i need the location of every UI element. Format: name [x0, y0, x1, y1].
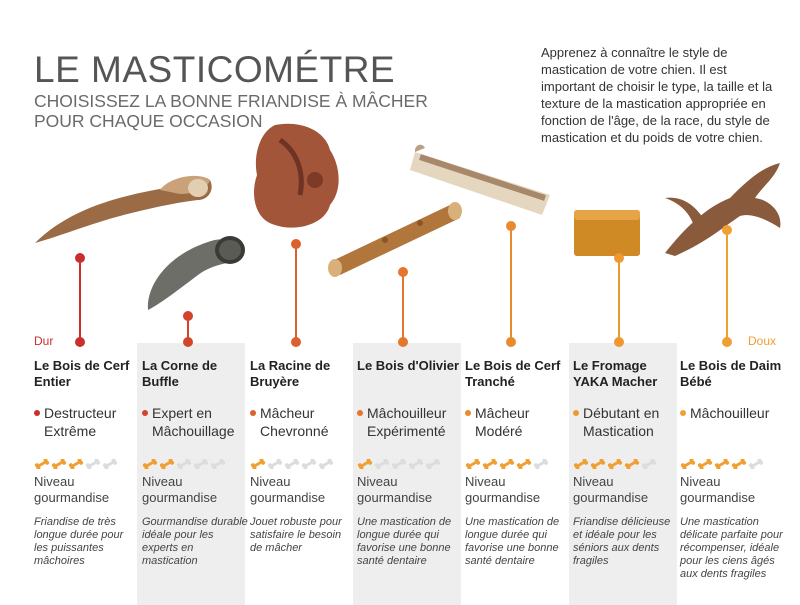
product-name: Le Bois de Cerf Entier: [34, 358, 130, 389]
product-column: [250, 358, 356, 555]
style-dot-icon: [142, 410, 148, 416]
product-description: Une mastication de longue durée qui favorise une bonne santé dentaire: [357, 516, 452, 567]
chewer-style-label: Mâchouilleur: [690, 405, 770, 421]
chewer-style: [465, 404, 571, 442]
bone-filled-icon: [624, 459, 640, 469]
treat-rating: [573, 456, 679, 470]
timeline-base-dot: [398, 337, 408, 347]
product-name: La Corne de Buffle: [142, 358, 218, 389]
bone-empty-icon: [176, 459, 192, 469]
timeline-base-dot: [183, 337, 193, 347]
chewer-style-label: Mâcheur Chevronné: [260, 405, 329, 439]
treat-rating: [680, 456, 786, 470]
timeline-top-dot: [506, 221, 516, 231]
bone-empty-icon: [318, 459, 334, 469]
bone-filled-icon: [357, 459, 373, 469]
product-column: [34, 358, 140, 568]
timeline-top-dot: [722, 225, 732, 235]
chewer-style: [357, 404, 463, 442]
product-column: [357, 358, 463, 568]
product-column: [680, 358, 786, 581]
timeline-top-dot: [75, 253, 85, 263]
rating-label: Niveau gourmandise: [357, 474, 433, 505]
bone-empty-icon: [425, 459, 441, 469]
bone-empty-icon: [748, 459, 764, 469]
bone-filled-icon: [499, 459, 515, 469]
bone-empty-icon: [641, 459, 657, 469]
style-dot-icon: [250, 410, 256, 416]
treat-rating: [250, 456, 356, 470]
bone-empty-icon: [284, 459, 300, 469]
scale-hard-label: Dur: [34, 334, 54, 348]
product-name: La Racine de Bruyère: [250, 358, 331, 389]
chewer-style-label: Expert en Mâchouillage: [152, 405, 235, 439]
page-title: LE MASTICOMÉTRE: [34, 49, 396, 90]
chewer-style-label: Débutant en Mastication: [583, 405, 660, 439]
bone-filled-icon: [714, 459, 730, 469]
chewer-style: [573, 404, 679, 442]
bone-empty-icon: [533, 459, 549, 469]
bone-filled-icon: [34, 459, 50, 469]
timeline-top-dot: [183, 311, 193, 321]
timeline-base-dot: [722, 337, 732, 347]
subtitle-line-2: POUR CHAQUE OCCASION: [34, 111, 263, 131]
rating-label: Niveau gourmandise: [34, 474, 110, 505]
product-name: Le Bois de Cerf Tranché: [465, 358, 561, 389]
bone-filled-icon: [697, 459, 713, 469]
bone-empty-icon: [391, 459, 407, 469]
product-description: Gourmandise durable idéale pour les experts en mastication: [142, 516, 248, 567]
rating-label: Niveau gourmandise: [680, 474, 756, 505]
product-description: Une mastication de longue durée qui favorise une bonne santé dentaire: [465, 516, 560, 567]
bone-filled-icon: [250, 459, 266, 469]
bone-empty-icon: [102, 459, 118, 469]
bone-filled-icon: [680, 459, 696, 469]
chewer-style-label: Destructeur Extrême: [44, 405, 117, 439]
subtitle-line-1: CHOISISSEZ LA BONNE FRIANDISE À MÂCHER: [34, 91, 428, 111]
product-name: Le Bois de Daim Bébé: [680, 358, 782, 389]
rating-label: Niveau gourmandise: [250, 474, 326, 505]
bone-empty-icon: [267, 459, 283, 469]
bone-filled-icon: [573, 459, 589, 469]
treat-rating: [357, 456, 463, 470]
timeline-top-dot: [614, 253, 624, 263]
bone-filled-icon: [159, 459, 175, 469]
product-description: Friandise de très longue durée pour les puissantes mâchoires: [34, 516, 124, 567]
bone-empty-icon: [210, 459, 226, 469]
rating-label: Niveau gourmandise: [465, 474, 541, 505]
chewer-style-label: Mâcheur Modéré: [475, 405, 530, 439]
product-column: [465, 358, 571, 568]
product-column: [142, 358, 248, 568]
product-description: Une mastication délicate parfaite pour récompenser, idéale pour les ciens âgés aux dents fragiles: [680, 516, 783, 580]
chewer-style: [142, 404, 248, 442]
timeline-base-dot: [614, 337, 624, 347]
bone-filled-icon: [482, 459, 498, 469]
bone-filled-icon: [516, 459, 532, 469]
bone-empty-icon: [85, 459, 101, 469]
bone-empty-icon: [193, 459, 209, 469]
bone-filled-icon: [68, 459, 84, 469]
style-dot-icon: [34, 410, 40, 416]
bone-empty-icon: [301, 459, 317, 469]
style-dot-icon: [573, 410, 579, 416]
timeline-base-dot: [291, 337, 301, 347]
bone-empty-icon: [408, 459, 424, 469]
bone-filled-icon: [607, 459, 623, 469]
bone-filled-icon: [731, 459, 747, 469]
chewer-style-label: Mâchouilleur Expérimenté: [367, 405, 447, 439]
treat-rating: [34, 456, 140, 470]
treat-rating: [465, 456, 571, 470]
product-column: [573, 358, 679, 568]
bone-filled-icon: [51, 459, 67, 469]
style-dot-icon: [465, 410, 471, 416]
timeline-top-dot: [291, 239, 301, 249]
scale-soft-label: Doux: [748, 334, 777, 348]
style-dot-icon: [357, 410, 363, 416]
product-description: Friandise délicieuse et idéale pour les séniors aux dents fragiles: [573, 516, 671, 567]
rating-label: Niveau gourmandise: [573, 474, 649, 505]
timeline-top-dot: [398, 267, 408, 277]
timeline-base-dot: [506, 337, 516, 347]
style-dot-icon: [680, 410, 686, 416]
chewer-style: [34, 404, 140, 442]
intro-text: Apprenez à connaître le style de mastication de votre chien. Il est important de choisir le type, la taille et la texture de la mastication appropriée en fonction de l'âge, de la race, du style de mastication et du poids de votre chien.: [541, 45, 773, 145]
product-name: Le Bois d'Olivier: [357, 358, 460, 373]
bone-filled-icon: [590, 459, 606, 469]
bone-filled-icon: [465, 459, 481, 469]
bone-empty-icon: [374, 459, 390, 469]
product-description: Jouet robuste pour satisfaire le besoin de mâcher: [250, 516, 342, 554]
chewer-style: [680, 404, 786, 442]
timeline-base-dot: [75, 337, 85, 347]
chewer-style: [250, 404, 356, 442]
treat-rating: [142, 456, 248, 470]
rating-label: Niveau gourmandise: [142, 474, 218, 505]
product-name: Le Fromage YAKA Macher: [573, 358, 658, 389]
bone-filled-icon: [142, 459, 158, 469]
